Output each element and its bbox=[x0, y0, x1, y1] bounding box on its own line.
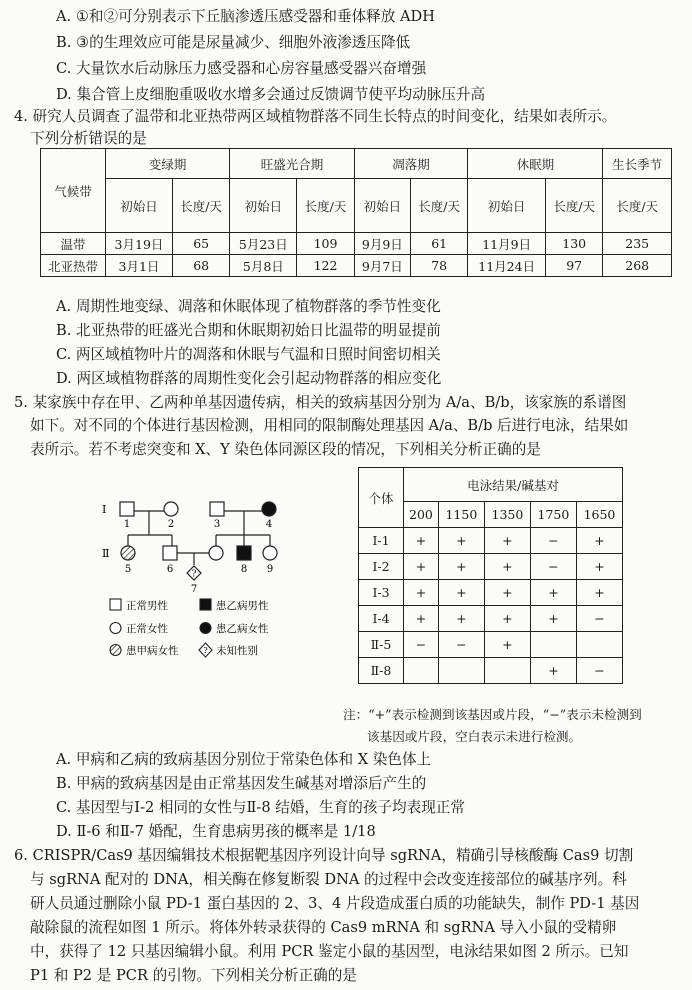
col-group: 凋落期 bbox=[354, 149, 468, 179]
legend-label: 正常女性 bbox=[126, 623, 168, 635]
table-cell: + bbox=[404, 554, 439, 580]
legend-unknown-mark: ? bbox=[203, 646, 208, 655]
sub-header: 长度/天 bbox=[410, 179, 467, 233]
q6-stem-line2: 与 sgRNA 配对的 DNA，相关酶在修复断裂 DNA 的过程中会改变连接部位的碱基序列。科 bbox=[30, 871, 627, 888]
option-a-prev: A. ①和②可分别表示下丘脑渗透压感受器和垂体释放 ADH bbox=[56, 8, 435, 25]
q6-stem-line3: 研人员通过删除小鼠 PD-1 蛋白基因的 2、3、4 片段造成蛋白质的功能缺失，制作 PD-1 基因 bbox=[30, 895, 640, 912]
q5-stem-line2: 如下。对不同的个体进行基因检测，用相同的限制酶处理基因 A/a、B/b 后进行电泳，结果如 bbox=[30, 417, 629, 434]
q4-stem-line2: 下列分析错误的是 bbox=[30, 130, 147, 147]
table-cell: + bbox=[530, 580, 576, 606]
col-group: 变绿期 bbox=[106, 149, 230, 179]
unknown-mark: ? bbox=[191, 569, 197, 580]
table-cell: 268 bbox=[603, 255, 672, 277]
q5-electrophoresis-table bbox=[358, 467, 623, 684]
pedigree-chart bbox=[100, 497, 300, 707]
table-cell: + bbox=[404, 580, 439, 606]
table-cell: + bbox=[438, 554, 484, 580]
table-cell bbox=[576, 632, 622, 658]
table-cell: Ⅰ-1 bbox=[359, 528, 404, 554]
sub-header: 初始日 bbox=[354, 179, 410, 233]
table-cell: 5月23日 bbox=[230, 233, 297, 255]
sub-header: 初始日 bbox=[106, 179, 173, 233]
table-cell bbox=[404, 658, 439, 684]
individual-II5 bbox=[121, 546, 135, 560]
table-cell: 97 bbox=[546, 255, 603, 277]
table-cell: + bbox=[576, 580, 622, 606]
generation-label: Ⅱ bbox=[102, 547, 110, 560]
table-cell: 11月9日 bbox=[468, 233, 546, 255]
table-cell: + bbox=[404, 606, 439, 632]
col-header: 1650 bbox=[576, 502, 622, 528]
table-cell bbox=[484, 658, 530, 684]
col-group: 休眠期 bbox=[468, 149, 603, 179]
q4-option-c: C. 两区域植物叶片的凋落和休眠与气温和日照时间密切相关 bbox=[56, 346, 441, 363]
table-cell: + bbox=[438, 580, 484, 606]
q4-option-d: D. 两区域植物群落的周期性变化会引起动物群落的相应变化 bbox=[56, 370, 442, 387]
table-corner: 气候带 bbox=[41, 149, 106, 233]
col-group: 生长季节 bbox=[603, 149, 672, 179]
table-cell: 130 bbox=[546, 233, 603, 255]
table-cell: + bbox=[484, 606, 530, 632]
table-cell: − bbox=[404, 632, 439, 658]
table-cell: − bbox=[438, 632, 484, 658]
individual-number: 3 bbox=[213, 519, 221, 530]
individual-II9 bbox=[263, 546, 277, 560]
option-d-prev: D. 集合管上皮细胞重吸收水增多会通过反馈调节使平均动脉压升高 bbox=[56, 86, 486, 103]
table-cell: 9月7日 bbox=[354, 255, 410, 277]
table-cell bbox=[438, 658, 484, 684]
table-cell: Ⅱ-8 bbox=[359, 658, 404, 684]
table-cell: Ⅰ-3 bbox=[359, 580, 404, 606]
table-cell: 北亚热带 bbox=[41, 255, 106, 277]
table-cell: 61 bbox=[410, 233, 467, 255]
individual-I4 bbox=[262, 502, 276, 516]
q6-stem-line1: 6. CRISPR/Cas9 基因编辑技术根据靶基因序列设计向导 sgRNA，精确引导核酸酶 Cas9 切割 bbox=[14, 847, 634, 864]
table-cell: − bbox=[576, 606, 622, 632]
table-cell: Ⅰ-4 bbox=[359, 606, 404, 632]
q5-stem-line3: 表所示。若不考虑突变和 X、Y 染色体同源区段的情况，下列相关分析正确的是 bbox=[30, 441, 541, 458]
legend-affected-female-icon bbox=[200, 623, 211, 634]
q5-option-a: A. 甲病和乙病的致病基因分别位于常染色体和 X 染色体上 bbox=[56, 751, 432, 768]
legend-label: 未知性别 bbox=[216, 645, 258, 657]
table-cell bbox=[530, 632, 576, 658]
table-cell: + bbox=[530, 606, 576, 632]
legend-affected-male-icon bbox=[200, 599, 211, 610]
q6-stem-line6: P1 和 P2 是 PCR 的引物。下列相关分析正确的是 bbox=[30, 967, 357, 984]
table-cell: 122 bbox=[297, 255, 354, 277]
col-header: 1750 bbox=[530, 502, 576, 528]
individual-number: 1 bbox=[123, 519, 131, 530]
table-cell: 温带 bbox=[41, 233, 106, 255]
q5-option-d: D. Ⅱ-6 和Ⅱ-7 婚配，生育患病男孩的概率是 1/18 bbox=[56, 823, 376, 840]
table-cell: 109 bbox=[297, 233, 354, 255]
individual-II7 bbox=[209, 546, 223, 560]
q6-stem-line4: 敲除鼠的流程如图 1 所示。将体外转录获得的 Cas9 mRNA 和 sgRNA 导入小鼠的受精卵 bbox=[30, 919, 617, 936]
individual-I2 bbox=[164, 502, 178, 516]
individual-number: 2 bbox=[167, 519, 175, 530]
table-cell: − bbox=[530, 554, 576, 580]
sub-header: 长度/天 bbox=[603, 179, 672, 233]
individual-number: 5 bbox=[124, 564, 132, 575]
table-cell: 78 bbox=[410, 255, 467, 277]
table-cell: 9月9日 bbox=[354, 233, 410, 255]
legend-label: 患乙病女性 bbox=[216, 623, 269, 635]
q4-stem-line1: 4. 研究人员调查了温带和北亚热带两区域植物群落不同生长特点的时间变化，结果如表所示。 bbox=[14, 108, 617, 125]
individual-I1 bbox=[120, 502, 134, 516]
q5-option-b: B. 甲病的致病基因是由正常基因发生碱基对增添后产生的 bbox=[56, 775, 427, 792]
table-cell: + bbox=[438, 528, 484, 554]
sub-header: 初始日 bbox=[230, 179, 297, 233]
sub-header: 长度/天 bbox=[546, 179, 603, 233]
sub-header: 初始日 bbox=[468, 179, 546, 233]
table-cell: 235 bbox=[603, 233, 672, 255]
table-cell: − bbox=[530, 528, 576, 554]
q4-table bbox=[40, 148, 672, 277]
individual-number: 8 bbox=[240, 564, 248, 575]
table-cell: 65 bbox=[172, 233, 229, 255]
legend-label: 患甲病女性 bbox=[126, 645, 179, 657]
table-cell: + bbox=[484, 580, 530, 606]
col-header: 1150 bbox=[438, 502, 484, 528]
table-cell: − bbox=[576, 658, 622, 684]
table-cell: Ⅱ-5 bbox=[359, 632, 404, 658]
table-cell: + bbox=[484, 632, 530, 658]
table-cell: + bbox=[576, 554, 622, 580]
sub-header: 长度/天 bbox=[297, 179, 354, 233]
legend-label: 患乙病男性 bbox=[216, 600, 269, 612]
legend-label: 正常男性 bbox=[126, 600, 168, 612]
table-header: 电泳结果/碱基对 bbox=[404, 468, 623, 502]
table-cell: + bbox=[484, 554, 530, 580]
option-b-prev: B. ③的生理效应可能是尿量减少、细胞外液渗透压降低 bbox=[56, 34, 411, 51]
table-note-line2: 该基因或片段，空白表示未进行检测。 bbox=[367, 729, 582, 744]
table-cell: + bbox=[484, 528, 530, 554]
q5-option-c: C. 基因型与Ⅰ-2 相同的女性与Ⅱ-8 结婚，生育的孩子均表现正常 bbox=[56, 799, 465, 816]
individual-number: 7 bbox=[190, 584, 198, 595]
table-cell: + bbox=[530, 658, 576, 684]
individual-I3 bbox=[210, 502, 224, 516]
table-cell: 11月24日 bbox=[468, 255, 546, 277]
col-group: 旺盛光合期 bbox=[230, 149, 354, 179]
q5-stem-line1: 5. 某家族中存在甲、乙两种单基因遗传病，相关的致病基因分别为 A/a、B/b，该家族的系谱图 bbox=[14, 394, 627, 411]
individual-number: 4 bbox=[265, 519, 273, 530]
generation-label: Ⅰ bbox=[102, 503, 107, 516]
table-cell: 3月19日 bbox=[106, 233, 173, 255]
individual-II6 bbox=[163, 546, 177, 560]
table-cell: 5月8日 bbox=[230, 255, 297, 277]
table-corner: 个体 bbox=[359, 468, 404, 528]
table-cell: 68 bbox=[172, 255, 229, 277]
individual-II8 bbox=[237, 546, 251, 560]
legend-jia-female-icon bbox=[110, 645, 121, 656]
table-cell: Ⅰ-2 bbox=[359, 554, 404, 580]
col-header: 1350 bbox=[484, 502, 530, 528]
table-cell: + bbox=[438, 606, 484, 632]
legend-normal-male-icon bbox=[110, 599, 121, 610]
table-cell: + bbox=[404, 528, 439, 554]
individual-number: 6 bbox=[166, 564, 174, 575]
q4-option-a: A. 周期性地变绿、凋落和休眠体现了植物群落的季节性变化 bbox=[56, 298, 441, 315]
table-cell: 3月1日 bbox=[106, 255, 173, 277]
individual-number: 9 bbox=[266, 564, 274, 575]
col-header: 200 bbox=[404, 502, 439, 528]
table-note-line1: 注：“+”表示检测到该基因或片段，“−”表示未检测到 bbox=[343, 707, 642, 722]
option-c-prev: C. 大量饮水后动脉压力感受器和心房容量感受器兴奋增强 bbox=[56, 60, 427, 77]
legend-normal-female-icon bbox=[110, 623, 121, 634]
q4-option-b: B. 北亚热带的旺盛光合期和休眠期初始日比温带的明显提前 bbox=[56, 322, 441, 339]
q6-stem-line5: 中，获得了 12 只基因编辑小鼠。利用 PCR 鉴定小鼠的基因型，电泳结果如图 2 所示。已知 bbox=[30, 943, 629, 960]
table-cell: + bbox=[576, 528, 622, 554]
sub-header: 长度/天 bbox=[172, 179, 229, 233]
